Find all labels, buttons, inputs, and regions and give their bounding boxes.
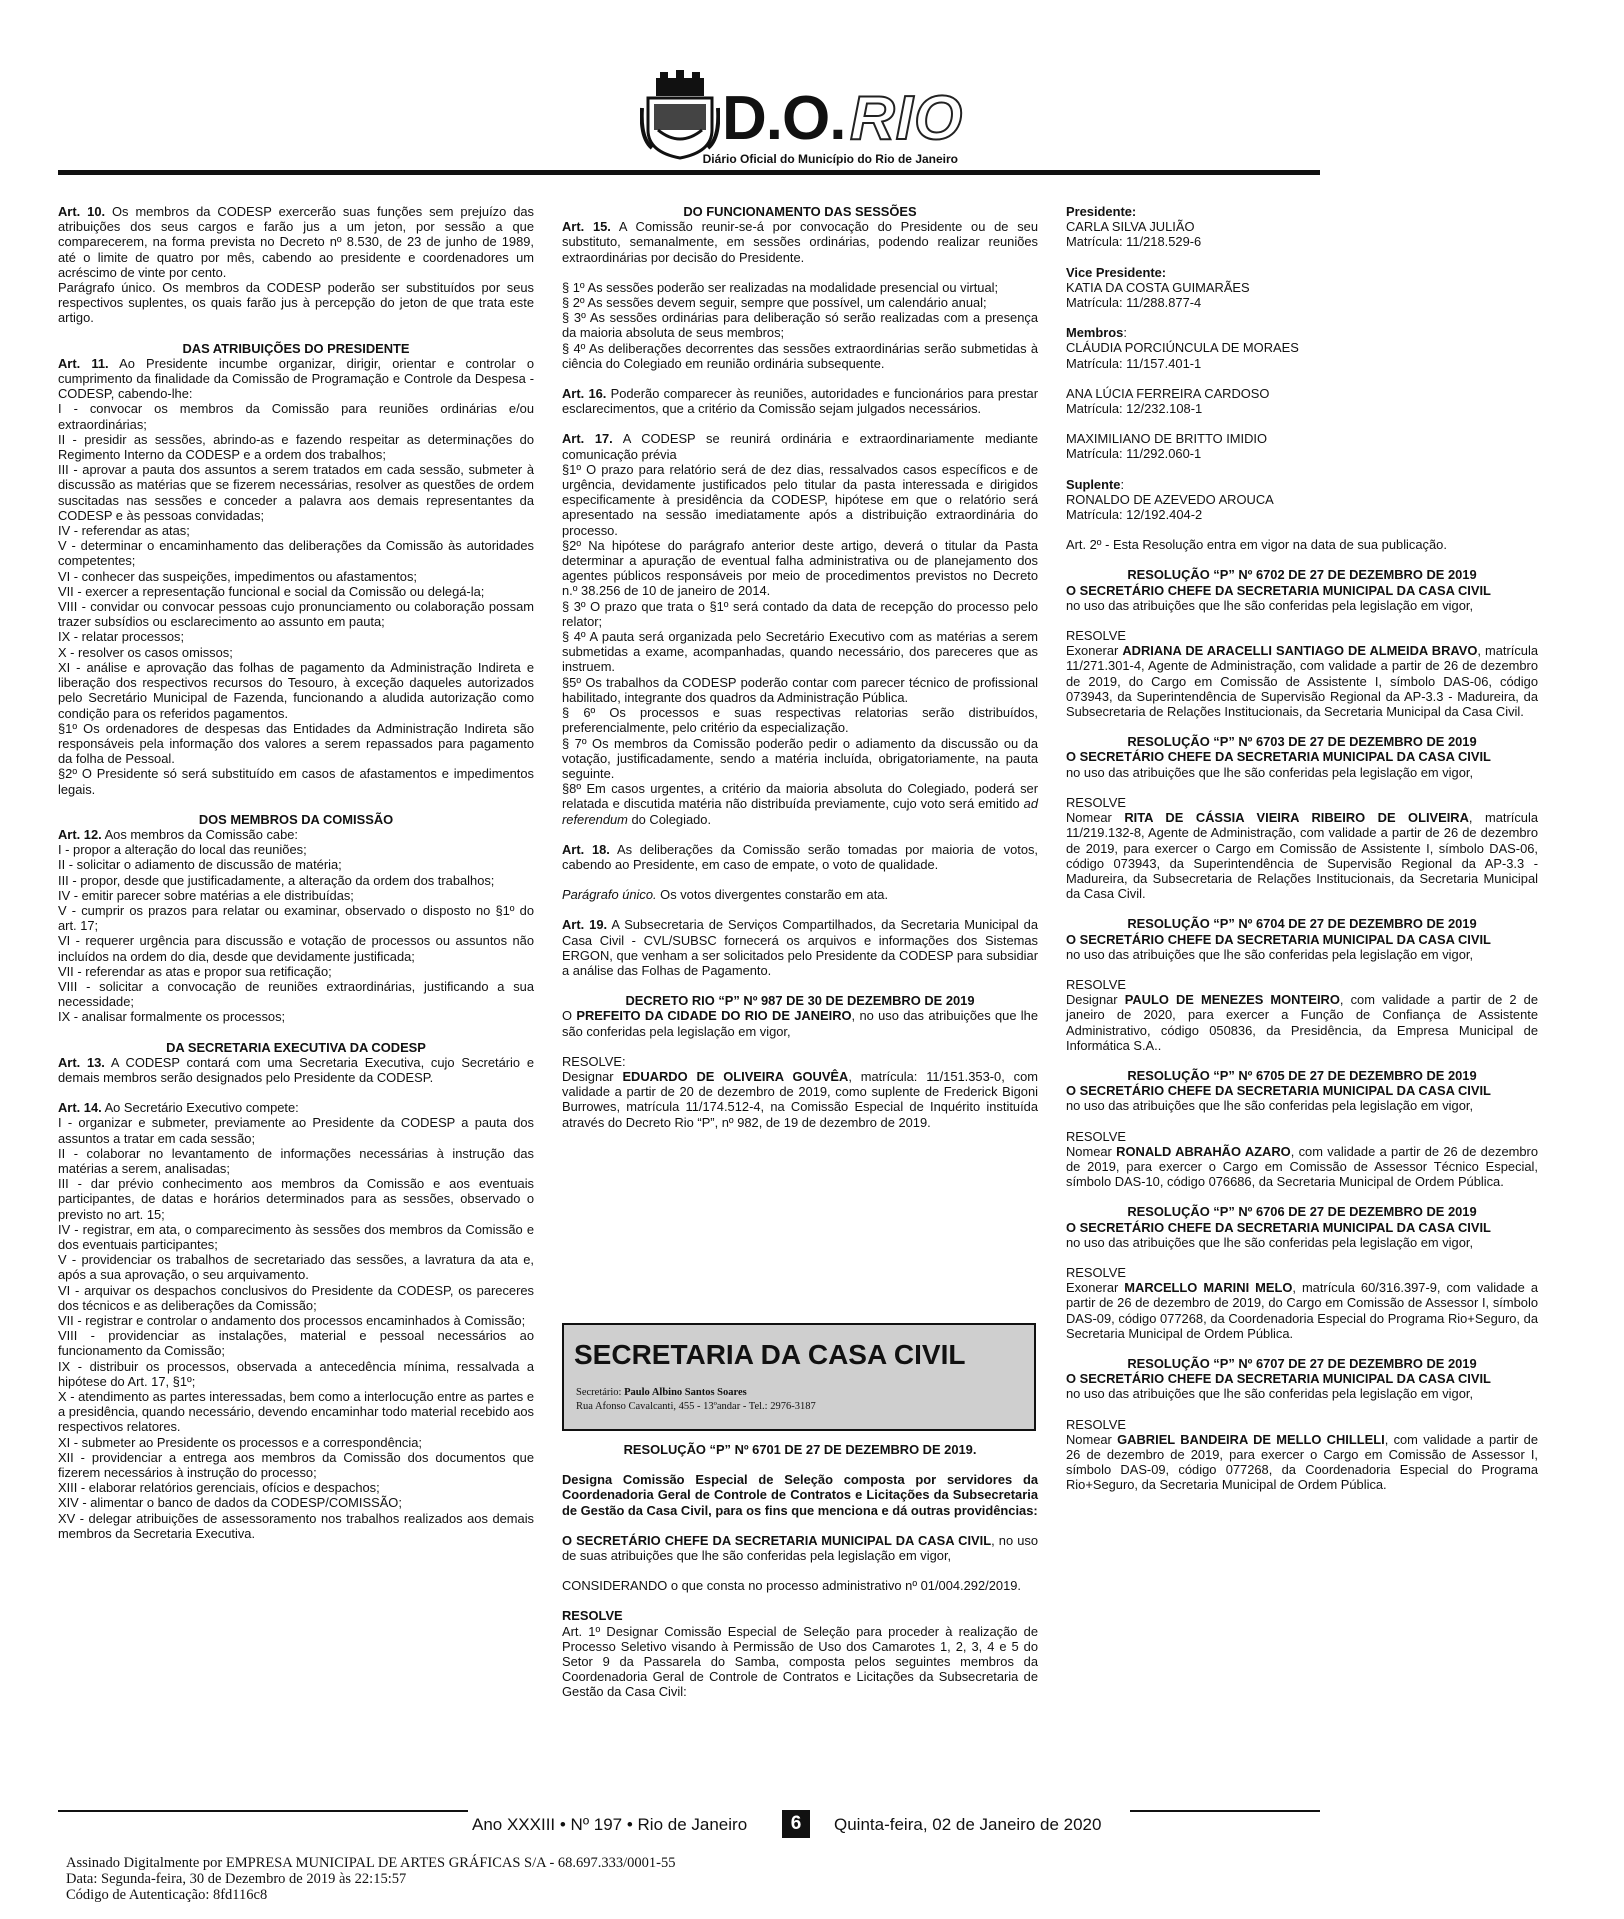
decreto-body — [562, 1069, 1038, 1130]
par-unico-text: Os votos divergentes constarão em ata. — [656, 887, 889, 903]
art15-text: A Comissão reunir-se-á por convocação do Presidente ou de seu substituto, semanalmente, em sessões ordinárias, podendo realizar reuniões extraordinárias por decisão do Presidente. — [562, 219, 1038, 265]
r6705-body — [1066, 1144, 1538, 1190]
art14-item: XI - submeter ao Presidente os processos e a correspondência; — [58, 1434, 422, 1450]
casa-sec-name: Paulo Albino Santos Soares — [624, 1387, 747, 1398]
r6704-name: PAULO DE MENEZES MONTEIRO — [1124, 992, 1340, 1008]
membro3-name: MAXIMILIANO DE BRITTO IMIDIO — [1066, 431, 1268, 447]
membro2-mat: Matrícula: 12/232.108-1 — [1066, 401, 1203, 417]
r6704-secretario: O SECRETÁRIO CHEFE DA SECRETARIA MUNICIPAL DA CASA CIVIL — [1066, 931, 1491, 947]
casa-title: SECRETARIA DA CASA CIVIL — [574, 1339, 966, 1370]
art11-item: III - aprovar a pauta dos assuntos a serem tratados em cada sessão, submeter à discussão as matérias que se fizerem necessárias, resolver as questões de ordem suscitadas nas sessões e conceder a palavra aos demais representantes da CODESP e às pessoas convidadas; — [58, 462, 534, 523]
art12-item: IX - analisar formalmente os processos; — [58, 1009, 286, 1025]
r6704-text: , com validade a partir de 2 de janeiro de 2020, para exercer a Função de Confiança de Assistente Administrativo, código 050836, da Presidência, da Empresa Municipal de Informática S.A.. — [1066, 992, 1538, 1053]
r6703-name: RITA DE CÁSSIA VIEIRA RIBEIRO DE OLIVEIRA — [1124, 810, 1469, 826]
res6701-uso: , no uso de suas atribuições que lhe são conferidas pela legislação em vigor, — [562, 1532, 1038, 1564]
column-3 — [1066, 204, 1538, 1493]
art17-p8 — [562, 781, 1038, 827]
art14-item: IV - registrar, em ata, o comparecimento às sessões dos membros da Comissão e dos eventuais participantes; — [58, 1221, 534, 1252]
art14-item: XV - delegar atribuições de assessoramento nos trabalhos realizados aos demais membros da Secretaria Executiva. — [58, 1510, 534, 1541]
art16-text: Poderão comparecer às reuniões, autoridades e funcionários para prestar esclarecimentos, que a critério da Comissão sejam julgados necessários. — [562, 386, 1039, 417]
decreto-resolve: RESOLVE: — [562, 1053, 626, 1069]
vice-name: KATIA DA COSTA GUIMARÃES — [1066, 279, 1250, 295]
heading-membros: DOS MEMBROS DA COMISSÃO — [198, 811, 394, 827]
art12-item: VI - requerer urgência para discussão e votação de processos ou assuntos não incluídos na ordem do dia, desde que devidamente justificada; — [58, 933, 534, 964]
decreto-prefeito: PREFEITO DA CIDADE DO RIO DE JANEIRO — [576, 1008, 852, 1024]
art17-item: § 3º O prazo que trata o §1º será contado da data de recepção do processo pelo relator; — [562, 598, 1038, 629]
art12-item: I - propor a alteração do local das reuniões; — [58, 842, 307, 858]
art11-item: II - presidir as sessões, abrindo-as e fazendo respeitar as determinações do Regimento Interno da CODESP e a ordem dos trabalhos; — [58, 431, 534, 463]
art18-text: As deliberações da Comissão serão tomadas por maioria de votos, cabendo ao Presidente, em caso de empate, o voto de qualidade. — [562, 841, 1039, 872]
art11-item: I - convocar os membros da Comissão para reuniões ordinárias e/ou extraordinárias; — [58, 401, 534, 432]
r6704-title: RESOLUÇÃO “P” Nº 6704 DE 27 DE DEZEMBRO DE 2019 — [1127, 916, 1477, 932]
par-unico-label: Parágrafo único. — [562, 887, 657, 903]
art18-label: Art. 18. — [562, 841, 610, 857]
art12-item: III - propor, desde que justificadamente, a alteração da ordem dos trabalhos; — [58, 872, 495, 888]
art14-item: III - dar prévio conhecimento aos membros da Comissão e aos eventuais participantes, de datas e horários determinados para as sessões, observado o previsto no art. 15; — [58, 1176, 534, 1222]
r6705-title: RESOLUÇÃO “P” Nº 6705 DE 27 DE DEZEMBRO DE 2019 — [1127, 1067, 1477, 1083]
art11-paragraph — [58, 356, 534, 402]
top-rule — [58, 170, 1320, 175]
art11-item: §2º O Presidente só será substituído em casos de afastamentos e impedimentos legais. — [58, 766, 534, 797]
art17-item: § 4º A pauta será organizada pelo Secretário Executivo com as matérias a serem submetidas a exame, acompanhadas, quando necessário, dos pareceres que as instruem. — [562, 629, 1038, 675]
art11-list — [58, 401, 534, 796]
column-2-lower — [562, 1442, 1038, 1700]
suplente-label: Suplente — [1066, 476, 1121, 492]
r6707-name: GABRIEL BANDEIRA DE MELLO CHILLELI — [1117, 1431, 1385, 1447]
r6706-resolve: RESOLVE — [1066, 1264, 1126, 1280]
r6703-resolve: RESOLVE — [1066, 794, 1126, 810]
art17-p8-italic: ad referendum — [562, 796, 1038, 827]
art14-item: II - colaborar no levantamento de informações necessárias à instrução das matérias a serem, analisadas; — [58, 1145, 534, 1176]
r6704-verb: Designar — [1066, 992, 1125, 1008]
art17-item: § 7º Os membros da Comissão poderão pedir o adiamento da discussão ou da votação, justificadamente, sendo a matéria incluída, obrigatoriamente, na pauta seguinte. — [562, 735, 1038, 781]
art10-label: Art. 10. — [58, 204, 106, 219]
art15-paragraph — [562, 219, 1038, 265]
r6706-verb: Exonerar — [1066, 1280, 1125, 1296]
suplente-name: RONALDO DE AZEVEDO AROUCA — [1066, 491, 1274, 507]
footer-rule-right — [1130, 1810, 1320, 1812]
art17-list — [562, 462, 1038, 781]
art14-item: V - providenciar os trabalhos de secretariado das sessões, a lavratura da ata e, após a sua aprovação, o seu arquivamento. — [58, 1252, 534, 1283]
res6701-intro — [562, 1533, 1038, 1563]
r6705-uso: no uso das atribuições que lhe são conferidas pela legislação em vigor, — [1066, 1098, 1474, 1114]
art14-item: XIV - alimentar o banco de dados da CODESP/COMISSÃO; — [58, 1495, 402, 1511]
r6705-name: RONALD ABRAHÃO AZARO — [1116, 1143, 1291, 1159]
heading-presidente: DAS ATRIBUIÇÕES DO PRESIDENTE — [182, 340, 410, 356]
vice-label: Vice Presidente: — [1066, 264, 1167, 280]
art11-item: X - resolver os casos omissos; — [58, 644, 233, 660]
r6705-text: , com validade a partir de 26 de dezembro de 2019, para exercer o Cargo em Comissão de Assessor Técnico Especial, símbolo DAS-10, código 076686, da Secretaria Municipal de Ordem Pública. — [1066, 1143, 1538, 1190]
art11-text: Ao Presidente incumbe organizar, dirigir, orientar e controlar o cumprimento da finalidade da Comissão de Programação e Controle da Despesa - CODESP, cabendo-lhe: — [58, 355, 534, 402]
r6707-title: RESOLUÇÃO “P” Nº 6707 DE 27 DE DEZEMBRO DE 2019 — [1127, 1355, 1477, 1371]
art14-item: VI - arquivar os despachos conclusivos do Presidente da CODESP, os pareceres dos técnicos e as deliberações da Comissão; — [58, 1282, 534, 1313]
masthead — [640, 68, 964, 178]
masthead-subtitle: Diário Oficial do Município do Rio de Janeiro — [702, 152, 958, 166]
art11-item: XI - análise e aprovação das folhas de pagamento da Administração Indireta e liberação dos respectivos recursos do Tesouro, à exceção daqueles autorizados pelo Secretário Municipal de Fazenda, funcionando a aludida autorização como condição para os referidos pagamentos. — [58, 659, 534, 721]
r6702-name: ADRIANA DE ARACELLI SANTIAGO DE ALMEIDA BRAVO — [1122, 643, 1478, 659]
decreto-body-text: , matrícula: 11/151.353-0, com validade a partir de 20 de dezembro de 2019, como suplente de Frederick Bigoni Burrowes, matrícula 11/174.512-4, na Comissão Especial de Inquérito instituída através do Decreto Rio “P”, nº 982, de 19 de dezembro de 2019. — [562, 1068, 1038, 1130]
art14-text: Ao Secretário Executivo compete: — [101, 1100, 299, 1116]
art17-p8-b: do Colegiado. — [627, 811, 712, 827]
decreto-verb: Designar — [562, 1068, 623, 1084]
presidente-mat: Matrícula: 11/218.529-6 — [1066, 234, 1202, 250]
art14-item: XIII - elaborar relatórios gerenciais, ofícios e despachos; — [58, 1480, 380, 1496]
art11-item: VIII - convidar ou convocar pessoas cujo pronunciamento ou colaboração possam trazer subsídios ou esclarecimento ao assunto em pauta; — [58, 599, 534, 630]
column-1 — [58, 204, 534, 1541]
art14-item: X - atendimento as partes interessadas, bem como a interlocução entre as partes e a presidência, quando necessário, devendo encaminhar todo material recebido aos respectivos relatores. — [58, 1389, 534, 1435]
r6705-secretario: O SECRETÁRIO CHEFE DA SECRETARIA MUNICIPAL DA CASA CIVIL — [1066, 1083, 1491, 1099]
membro1-mat: Matrícula: 11/157.401-1 — [1066, 355, 1202, 371]
r6707-text: , com validade a partir de 26 de dezembro de 2019, para exercer o Cargo em Comissão de Assessor I, símbolo DAS-09, código 077268, da Coordenadoria Especial do Programa Rio+Seguro, da Secretaria Municipal de Ordem Pública. — [1066, 1431, 1538, 1493]
art15-label: Art. 15. — [562, 219, 611, 235]
art17-label: Art. 17. — [562, 431, 613, 447]
res6701-art1: Art. 1º Designar Comissão Especial de Seleção para proceder à realização de Processo Seletivo visando à Permissão de Uso dos Camarotes 1, 2, 3, 4 e 5 do Setor 9 da Passarela do Samba, composta pelos seguintes membros da Coordenadoria Geral de Controle de Contratos e Licitações da Subsecretaria de Gestão da Casa Civil: — [562, 1623, 1038, 1700]
page-footer — [472, 1810, 1122, 1840]
r6703-secretario: O SECRETÁRIO CHEFE DA SECRETARIA MUNICIPAL DA CASA CIVIL — [1066, 749, 1491, 765]
art12-paragraph — [58, 827, 534, 842]
r6704-uso: no uso das atribuições que lhe são conferidas pela legislação em vigor, — [1066, 946, 1474, 962]
r6706-text: , matrícula 60/316.397-9, com validade a partir de 26 de dezembro de 2019, do Cargo em Comissão de Assessor I, símbolo DAS-09, código 077268, da Coordenadoria Especial do Programa Rio+Seguro, da Secretaria Municipal de Ordem Pública. — [1066, 1280, 1538, 1341]
art17-item: §2º Na hipótese do parágrafo anterior deste artigo, deverá o titular da Pasta determinar a apuração de eventual falha administrativa ou de planejamento dos agentes públicos responsáveis por meio de procedimentos previstos no Decreto n.º 38.256 de 10 de janeiro de 2014. — [562, 537, 1038, 599]
art12-item: VII - referendar as atas e propor sua retificação; — [58, 963, 332, 979]
presidente-name: CARLA SILVA JULIÃO — [1066, 219, 1195, 235]
art11-item: VI - conhecer das suspeições, impedimentos ou afastamentos; — [58, 568, 417, 584]
r6706-uso: no uso das atribuições que lhe são conferidas pela legislação em vigor, — [1066, 1234, 1474, 1250]
art19-label: Art. 19. — [562, 917, 608, 933]
r6703-body — [1066, 810, 1538, 901]
art10-paragraph — [58, 204, 534, 280]
signature-line-1: Assinado Digitalmente por EMPRESA MUNICIPAL DE ARTES GRÁFICAS S/A - 68.697.333/0001-55 — [66, 1855, 676, 1871]
decreto-title: DECRETO RIO “P” Nº 987 DE 30 DE DEZEMBRO DE 2019 — [625, 993, 975, 1009]
casa-address: Rua Afonso Cavalcanti, 455 - 13ºandar - Tel.: 2976-3187 — [576, 1401, 816, 1412]
r6706-body — [1066, 1280, 1538, 1341]
art18-paragraph — [562, 842, 1038, 872]
r6702-text: , matrícula 11/271.301-4, Agente de Administração, com validade a partir de 26 de dezembro de 2019, do Cargo em Comissão de Assistente I, símbolo DAS-06, código 073943, da Superintendência de Supervisão Regional da AP-3.3 - Madureira, da Subsecretaria de Relações Institucionais, da Secretaria Municipal da Casa Civil. — [1066, 643, 1538, 720]
page-number: 6 — [782, 1810, 810, 1838]
art17-paragraph — [562, 431, 1038, 461]
r6705-verb: Nomear — [1066, 1143, 1117, 1159]
art14-list — [58, 1115, 534, 1541]
r6705-resolve: RESOLVE — [1066, 1128, 1126, 1144]
r6702-body — [1066, 643, 1538, 719]
art10-text: Os membros da CODESP exercerão suas funções sem prejuízo das atribuições dos seus cargos e farão jus a um jeton, por sessão a que comparecerem, na forma prevista no Decreto nº 8.530, de 23 de junho de 1989, até o limite de quatro por mês, cabendo ao presidente e coordenadores um acréscimo de vinte por cento. — [58, 204, 535, 280]
digital-signature — [66, 1855, 676, 1903]
res6701-ementa: Designa Comissão Especial de Seleção composta por servidores da Coordenadoria Geral de Controle de Contratos e Licitações da Subsecretaria de Gestão da Casa Civil, para os fins que menciona e dá outras providências: — [562, 1472, 1038, 1518]
r6702-secretario: O SECRETÁRIO CHEFE DA SECRETARIA MUNICIPAL DA CASA CIVIL — [1066, 582, 1491, 598]
art16-label: Art. 16. — [562, 386, 607, 402]
secretaria-casa-civil-box — [562, 1323, 1036, 1431]
art17-p8-a: §8º Em casos urgentes, a critério da maioria absoluta do Colegiado, poderá ser relatada e discutida matéria não distribuída previamente, cujo voto será emitido — [562, 781, 1038, 812]
art10-par-unico: Parágrafo único. Os membros da CODESP poderão ser substituídos por seus respectivos suplentes, os quais farão jus à percepção do jeton de que trata este artigo. — [58, 280, 534, 326]
suplente-label-line: Suplente: — [1066, 476, 1125, 492]
art17-text: A CODESP se reunirá ordinária e extraordinariamente mediante comunicação prévia — [562, 431, 1038, 462]
decreto-text: , no uso das atribuições que lhe são conferidas pela legislação em vigor, — [562, 1008, 1039, 1039]
art11-item: V - determinar o encaminhamento das deliberações da Comissão às autoridades competentes; — [58, 538, 534, 569]
art13-label: Art. 13. — [58, 1054, 105, 1070]
art2-text: Art. 2º - Esta Resolução entra em vigor na data de sua publicação. — [1066, 537, 1447, 553]
art11-item: IX - relatar processos; — [58, 629, 185, 645]
r6704-body — [1066, 992, 1538, 1053]
r6703-uso: no uso das atribuições que lhe são conferidas pela legislação em vigor, — [1066, 764, 1474, 780]
r6707-verb: Nomear — [1066, 1431, 1118, 1447]
res6701-title: RESOLUÇÃO “P” Nº 6701 DE 27 DE DEZEMBRO DE 2019. — [623, 1442, 977, 1457]
art17-item: §1º O prazo para relatório será de dez dias, ressalvados casos específicos e de urgência, devidamente justificados pelo titular da pasta interessada e dirigidos especificamente à presidência da CODESP, hipótese em que o relatório será apresentado na sessão imediatamente após a distribuição extraordinária do processo. — [562, 461, 1038, 538]
r6707-uso: no uso das atribuições que lhe são conferidas pela legislação em vigor, — [1066, 1386, 1474, 1402]
vice-mat: Matrícula: 11/288.877-4 — [1066, 295, 1202, 311]
r6704-resolve: RESOLVE — [1066, 976, 1126, 992]
res6701-considerando: CONSIDERANDO o que consta no processo administrativo nº 01/004.292/2019. — [562, 1578, 1021, 1594]
casa-secretario — [576, 1387, 747, 1398]
heading-sessoes: DO FUNCIONAMENTO DAS SESSÕES — [683, 204, 917, 219]
art13-paragraph — [58, 1055, 534, 1085]
signature-line-2: Data: Segunda-feira, 30 de Dezembro de 2019 às 22:15:57 — [66, 1871, 407, 1887]
r6707-secretario: O SECRETÁRIO CHEFE DA SECRETARIA MUNICIPAL DA CASA CIVIL — [1066, 1371, 1491, 1387]
art19-paragraph — [562, 917, 1038, 978]
art14-item: VII - registrar e controlar o andamento dos processos encaminhados à Comissão; — [58, 1313, 526, 1329]
r6702-verb: Exonerar — [1066, 643, 1123, 659]
art12-item: VIII - solicitar a convocação de reuniões extraordinárias, justificando a sua necessidade; — [58, 978, 534, 1010]
signature-line-3: Código de Autenticação: 8fd116c8 — [66, 1887, 268, 1903]
decreto-o: O — [562, 1008, 577, 1024]
logo-rio-text: RIO — [850, 84, 964, 153]
art15-item: § 2º As sessões devem seguir, sempre que possível, um calendário anual; — [562, 295, 987, 311]
art19-text: A Subsecretaria de Serviços Compartilhados, da Secretaria Municipal da Casa Civil - CVL/SUBSC fornecerá os arquivos e informações dos Sistemas ERGON, que venham a ser solicitados pelo Presidente da CODESP para subsidiar a análise das Folhas de Pagamento. — [562, 917, 1039, 978]
membros-label-line: Membros: — [1066, 325, 1127, 341]
art12-item: IV - emitir parecer sobre matérias a ele distribuídas; — [58, 887, 354, 903]
r6706-name: MARCELLO MARINI MELO — [1124, 1280, 1293, 1296]
art14-label: Art. 14. — [58, 1100, 102, 1116]
art14-item: I - organizar e submeter, previamente ao Presidente da CODESP a pauta dos assuntos a tratar em cada sessão; — [58, 1115, 534, 1146]
art11-item: VII - exercer a representação funcional e social da Comissão ou delegá-la; — [58, 583, 485, 599]
art15-item: § 3º As sessões ordinárias para deliberação só serão realizadas com a presença da maioria absoluta de seus membros; — [562, 310, 1038, 341]
art14-item: VIII - providenciar as instalações, material e pessoal necessários ao funcionamento da Comissão; — [58, 1328, 534, 1359]
footer-date: Quinta-feira, 02 de Janeiro de 2020 — [834, 1815, 1102, 1834]
r6702-title: RESOLUÇÃO “P” Nº 6702 DE 27 DE DEZEMBRO DE 2019 — [1127, 567, 1477, 583]
art12-item: V - cumprir os prazos para relatar ou examinar, observado o disposto no §1º do art. 17; — [58, 902, 534, 934]
art17-item: § 6º Os processos e suas respectivas relatorias serão distribuídos, preferencialmente, pelo critério da especialização. — [562, 705, 1038, 736]
r6702-uso: no uso das atribuições que lhe são conferidas pela legislação em vigor, — [1066, 597, 1474, 613]
decreto-name: EDUARDO DE OLIVEIRA GOUVÊA — [622, 1068, 849, 1084]
art14-item: XII - providenciar a entrega aos membros da Comissão dos documentos que fizerem necessários à instrução do processo; — [58, 1449, 534, 1481]
art11-item: §1º Os ordenadores de despesas das Entidades da Administração Indireta são responsáveis pela informação dos valores a serem repassados para pagamento da folha de Pessoal. — [58, 720, 534, 767]
art13-text: A CODESP contará com uma Secretaria Executiva, cujo Secretário e demais membros serão designados pelo Presidente da CODESP. — [58, 1054, 534, 1085]
rio-coat-of-arms-icon — [640, 68, 720, 160]
footer-rule-left — [58, 1810, 468, 1812]
art16-paragraph — [562, 386, 1038, 416]
res6701-resolve: RESOLVE — [562, 1608, 623, 1624]
r6703-title: RESOLUÇÃO “P” Nº 6703 DE 27 DE DEZEMBRO DE 2019 — [1127, 734, 1477, 750]
column-2 — [562, 204, 1038, 1130]
r6703-verb: Nomear — [1066, 810, 1125, 826]
res6701-secretario: O SECRETÁRIO CHEFE DA SECRETARIA MUNICIPAL DA CASA CIVIL — [562, 1532, 992, 1548]
art15-item: § 1º As sessões poderão ser realizadas na modalidade presencial ou virtual; — [562, 279, 999, 295]
art12-text: Aos membros da Comissão cabe: — [101, 826, 299, 842]
footer-edition: Ano XXXIII • Nº 197 • Rio de Janeiro — [472, 1815, 748, 1834]
decreto-intro — [562, 1008, 1038, 1038]
r6702-resolve: RESOLVE — [1066, 628, 1126, 644]
art11-label: Art. 11. — [58, 355, 109, 371]
art12-label: Art. 12. — [58, 826, 102, 842]
membros-label: Membros — [1066, 325, 1124, 341]
suplente-mat: Matrícula: 12/192.404-2 — [1066, 507, 1203, 523]
r6706-secretario: O SECRETÁRIO CHEFE DA SECRETARIA MUNICIPAL DA CASA CIVIL — [1066, 1219, 1491, 1235]
art14-paragraph — [58, 1100, 534, 1115]
r6707-body — [1066, 1432, 1538, 1493]
membro2-name: ANA LÚCIA FERREIRA CARDOSO — [1066, 385, 1270, 401]
art11-item: IV - referendar as atas; — [58, 523, 190, 539]
membro1-name: CLÁUDIA PORCIÚNCULA DE MORAES — [1066, 340, 1299, 356]
art12-list — [58, 842, 534, 1024]
art15-item: § 4º As deliberações decorrentes das sessões extraordinárias serão submetidas à ciência do Colegiado em reunião ordinária subsequente. — [562, 340, 1038, 371]
art17-item: §5º Os trabalhos da CODESP poderão contar com parecer técnico de profissional habilitado, integrante dos quadros da Administração Pública. — [562, 674, 1038, 705]
membro3-mat: Matrícula: 11/292.060-1 — [1066, 446, 1202, 462]
art15-list — [562, 280, 1038, 371]
logo-do-text: D.O. — [722, 84, 846, 153]
art14-item: IX - distribuir os processos, observada a antecedência mínima, ressalvada a hipótese do Art. 17, §1º; — [58, 1358, 534, 1389]
r6706-title: RESOLUÇÃO “P” Nº 6706 DE 27 DE DEZEMBRO DE 2019 — [1127, 1204, 1477, 1220]
presidente-label: Presidente: — [1066, 204, 1137, 219]
art12-item: II - solicitar o adiamento de discussão de matéria; — [58, 857, 342, 873]
par-unico-paragraph — [562, 887, 1038, 902]
casa-sec-label: Secretário: — [576, 1387, 625, 1398]
r6703-text: , matrícula 11/219.132-8, Agente de Administração, com validade a partir de 26 de dezembro de 2019, para exercer o Cargo em Comissão de Assistente I, símbolo DAS-06, código 073943, da Superintendência de Supervisão Regional da AP-3.3 - Madureira, da Subsecretaria de Relações Institucionais, da Secretaria Municipal da Casa Civil. — [1066, 810, 1538, 902]
r6707-resolve: RESOLVE — [1066, 1416, 1126, 1432]
heading-secretaria: DA SECRETARIA EXECUTIVA DA CODESP — [166, 1039, 426, 1055]
